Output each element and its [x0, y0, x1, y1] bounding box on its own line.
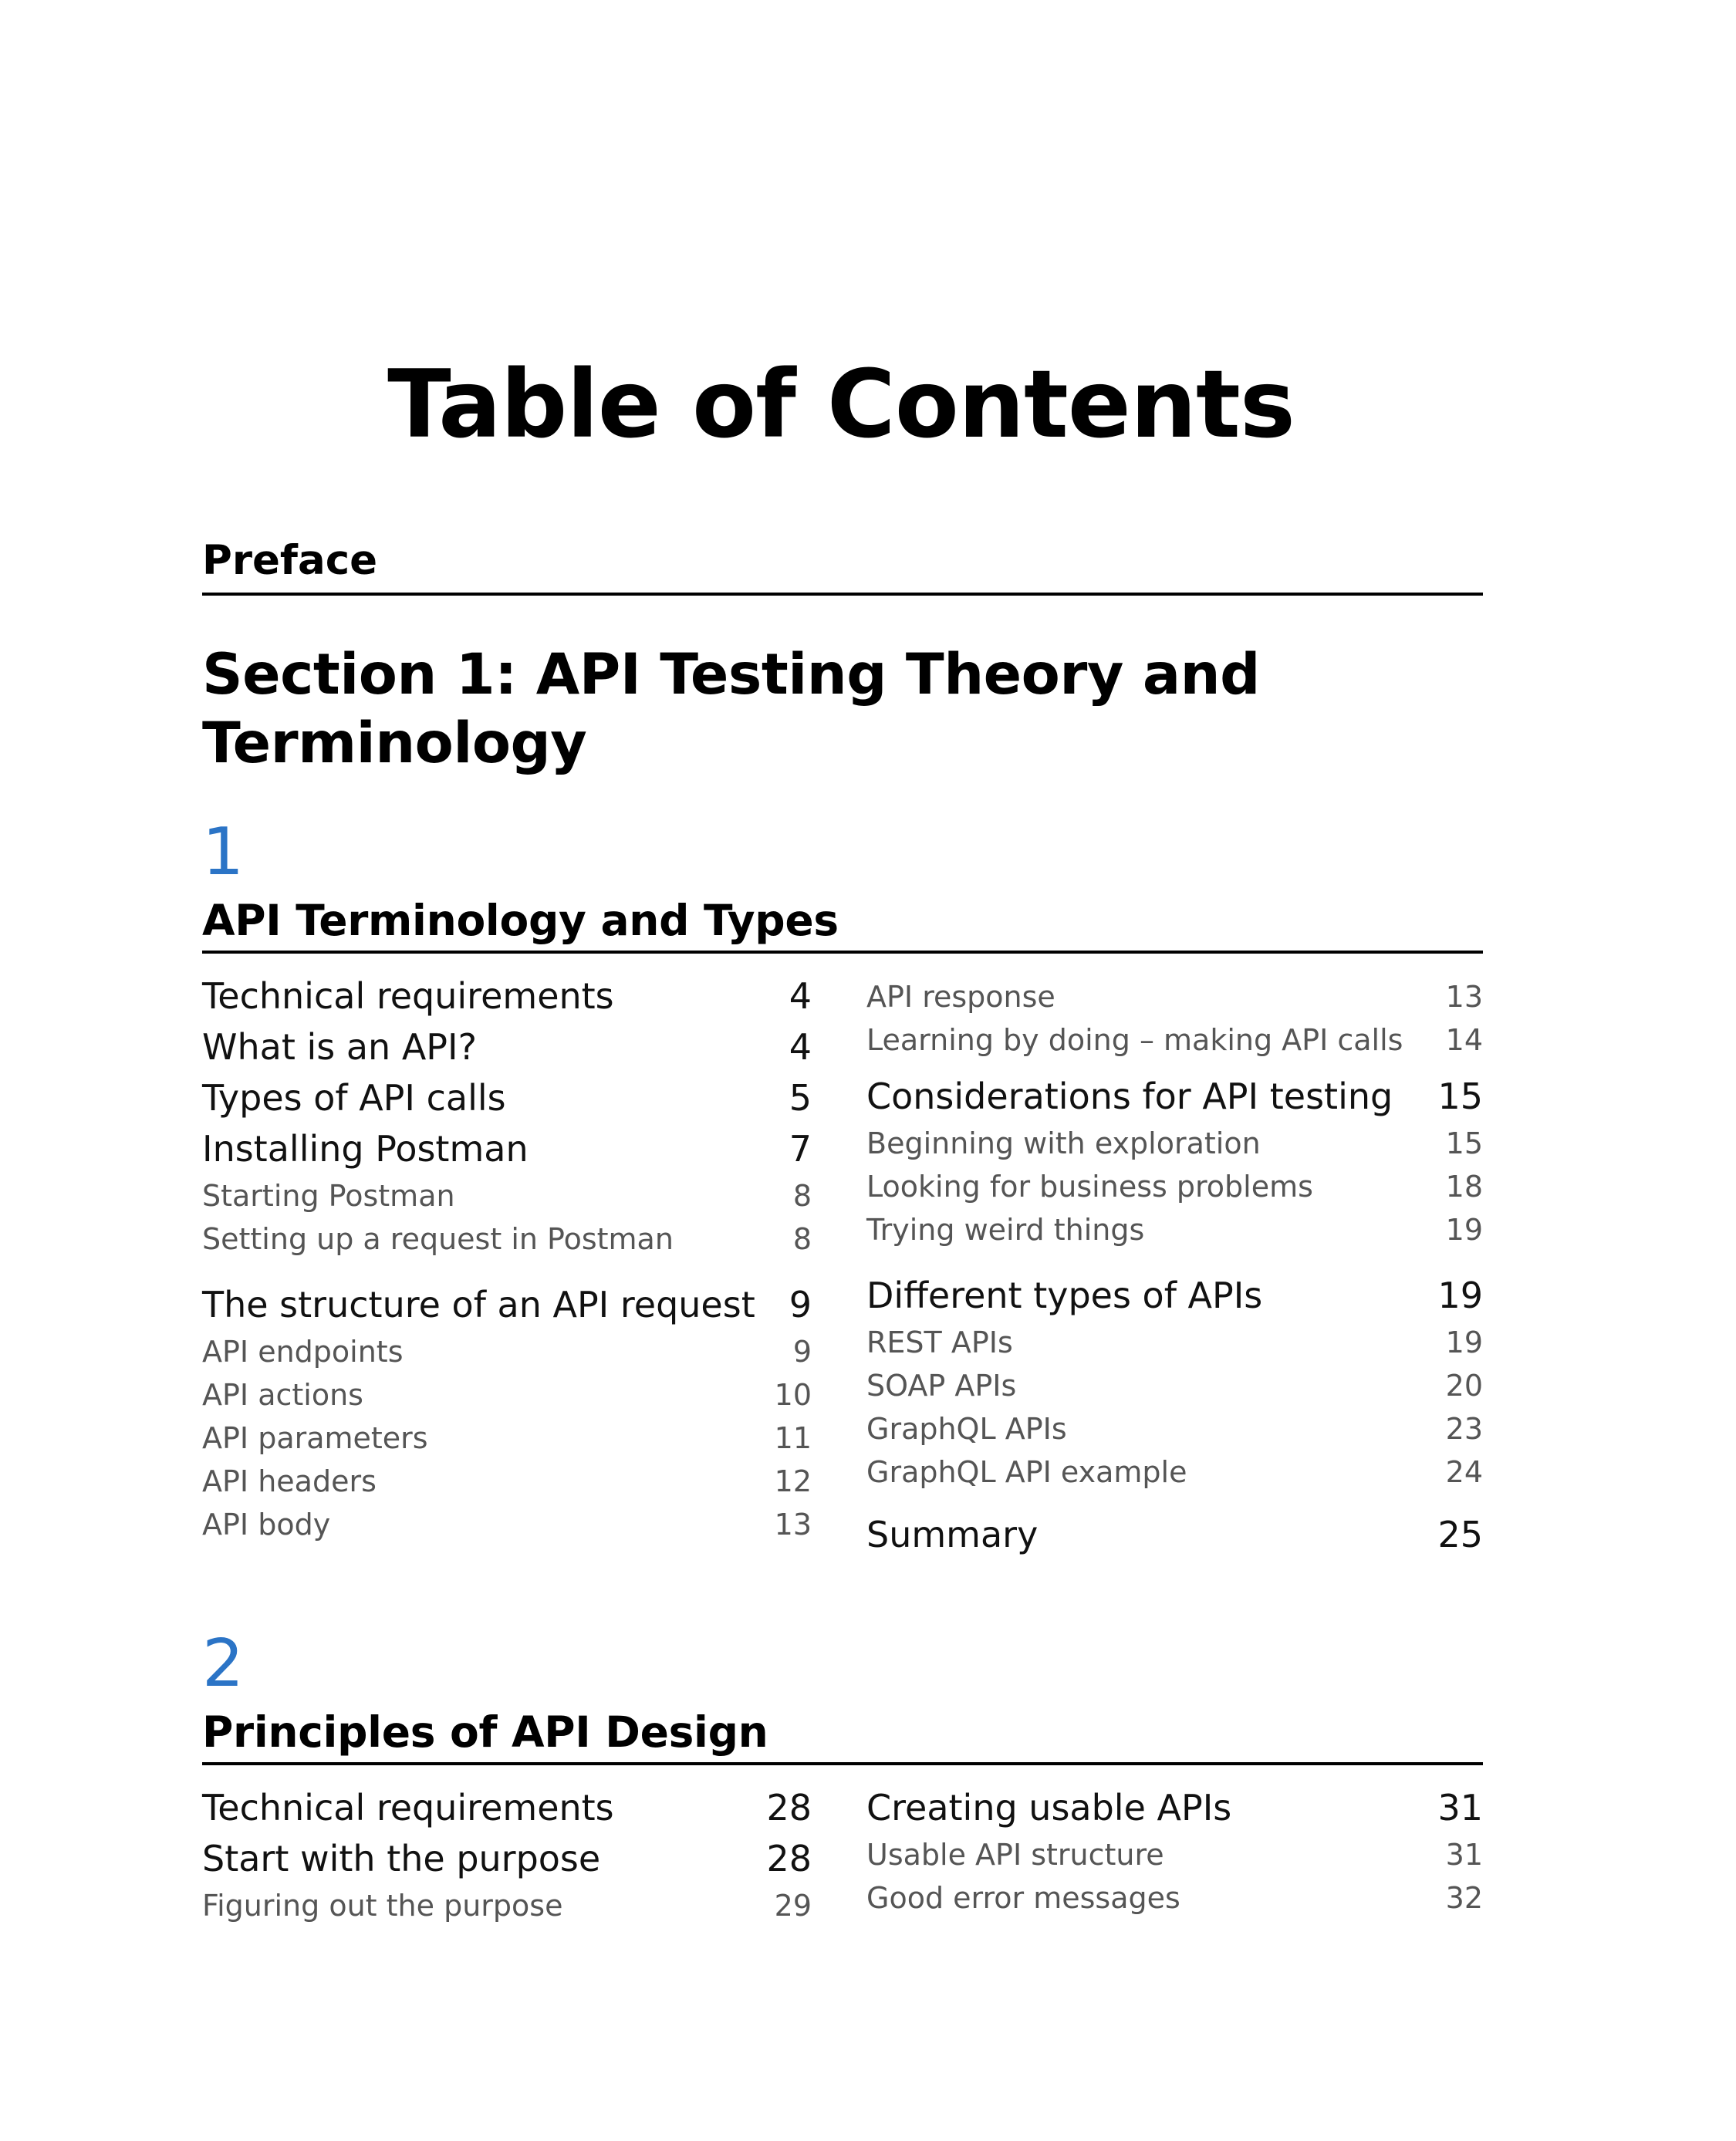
- toc-subentry[interactable]: [202, 1174, 812, 1217]
- chapter-number: 1: [202, 814, 245, 890]
- toc-entry-label: Technical requirements: [202, 975, 614, 1017]
- toc-entry-label: Start with the purpose: [202, 1838, 601, 1879]
- toc-subentry[interactable]: [202, 1217, 812, 1261]
- toc-page-number: 9: [789, 1284, 812, 1325]
- toc-entry-label: Installing Postman: [202, 1128, 529, 1170]
- toc-entry-label: What is an API?: [202, 1026, 478, 1068]
- toc-subentry[interactable]: [202, 1373, 812, 1417]
- chapter-title[interactable]: API Terminology and Types: [202, 893, 1483, 954]
- toc-page-number: 8: [792, 1222, 812, 1256]
- toc-entry[interactable]: [202, 971, 812, 1022]
- toc-page-number: 31: [1437, 1787, 1483, 1829]
- toc-page-number: 31: [1445, 1838, 1483, 1872]
- toc-subentry[interactable]: [866, 1407, 1483, 1450]
- toc-subentry[interactable]: [866, 1018, 1483, 1062]
- toc-page-number: 4: [789, 975, 812, 1017]
- toc-subentry[interactable]: [202, 1460, 812, 1503]
- toc-entry-label: Usable API structure: [866, 1838, 1164, 1872]
- toc-page-number: 24: [1445, 1455, 1483, 1489]
- toc-entry-label: API response: [866, 980, 1055, 1014]
- toc-subentry[interactable]: [866, 1450, 1483, 1494]
- toc-entry[interactable]: [866, 1509, 1483, 1560]
- toc-page-number: 18: [1445, 1170, 1483, 1204]
- toc-entry-label: Different types of APIs: [866, 1275, 1263, 1316]
- toc-page-number: 14: [1445, 1023, 1483, 1057]
- toc-page-number: 10: [774, 1378, 812, 1412]
- toc-entry[interactable]: [202, 1123, 812, 1174]
- toc-subentry[interactable]: [866, 1122, 1483, 1165]
- toc-page-number: 25: [1437, 1514, 1483, 1555]
- toc-entry[interactable]: [202, 1279, 812, 1330]
- toc-entry-label: The structure of an API request: [202, 1284, 755, 1325]
- toc-page-number: 4: [789, 1026, 812, 1068]
- toc-page-number: 7: [789, 1128, 812, 1170]
- toc-subentry[interactable]: [202, 1330, 812, 1373]
- toc-entry-label: Figuring out the purpose: [202, 1889, 563, 1923]
- toc-entry-label: Looking for business problems: [866, 1170, 1313, 1204]
- toc-page-number: 20: [1445, 1369, 1483, 1403]
- toc-subentry[interactable]: [866, 1165, 1483, 1208]
- toc-page-number: 29: [774, 1889, 812, 1923]
- toc-page-number: 15: [1445, 1126, 1483, 1160]
- toc-page-number: 15: [1437, 1076, 1483, 1117]
- toc-page-number: 19: [1445, 1325, 1483, 1359]
- toc-subentry[interactable]: [866, 975, 1483, 1018]
- toc-page-number: 12: [774, 1464, 812, 1498]
- toc-page-number: 13: [774, 1508, 812, 1542]
- page-title: Table of Contents: [387, 350, 1295, 459]
- toc-page-number: 13: [1445, 980, 1483, 1014]
- toc-subentry[interactable]: [202, 1417, 812, 1460]
- toc-page-number: 9: [792, 1335, 812, 1369]
- toc-entry-label: API headers: [202, 1464, 377, 1498]
- toc-page-number: 11: [774, 1421, 812, 1455]
- toc-subentry[interactable]: [866, 1876, 1483, 1920]
- chapter-1-right-column: [866, 975, 1483, 1560]
- toc-entry[interactable]: [866, 1270, 1483, 1321]
- toc-subentry[interactable]: [866, 1833, 1483, 1876]
- toc-entry-label: SOAP APIs: [866, 1369, 1017, 1403]
- toc-entry-label: API body: [202, 1508, 331, 1542]
- toc-entry-label: Setting up a request in Postman: [202, 1222, 674, 1256]
- toc-subentry[interactable]: [866, 1208, 1483, 1251]
- toc-entry-label: Beginning with exploration: [866, 1126, 1261, 1160]
- toc-page-number: 32: [1445, 1881, 1483, 1915]
- toc-entry[interactable]: [202, 1022, 812, 1072]
- toc-entry[interactable]: [202, 1782, 812, 1833]
- toc-subentry[interactable]: [866, 1364, 1483, 1407]
- toc-entry[interactable]: [202, 1072, 812, 1123]
- toc-entry-label: GraphQL API example: [866, 1455, 1187, 1489]
- toc-entry[interactable]: [866, 1071, 1483, 1122]
- toc-entry-label: Good error messages: [866, 1881, 1180, 1915]
- toc-entry-label: Starting Postman: [202, 1179, 455, 1213]
- toc-entry-label: GraphQL APIs: [866, 1412, 1067, 1446]
- chapter-title[interactable]: Principles of API Design: [202, 1705, 1483, 1765]
- toc-entry-label: Considerations for API testing: [866, 1076, 1393, 1117]
- toc-page-number: 5: [789, 1077, 812, 1119]
- toc-entry-label: Learning by doing – making API calls: [866, 1023, 1403, 1057]
- toc-entry-label: Summary: [866, 1514, 1039, 1555]
- toc-page-number: 8: [792, 1179, 812, 1213]
- toc-page-number: 19: [1445, 1213, 1483, 1247]
- chapter-number: 2: [202, 1626, 245, 1702]
- toc-page-number: 23: [1445, 1412, 1483, 1446]
- toc-page-number: 28: [766, 1838, 812, 1879]
- toc-entry-label: API parameters: [202, 1421, 428, 1455]
- toc-entry-label: API endpoints: [202, 1335, 404, 1369]
- chapter-2-left-column: [202, 1782, 812, 1927]
- toc-entry[interactable]: [866, 1782, 1483, 1833]
- toc-entry-label: REST APIs: [866, 1325, 1013, 1359]
- toc-entry-label: API actions: [202, 1378, 363, 1412]
- toc-page-number: 28: [766, 1787, 812, 1829]
- toc-subentry[interactable]: [202, 1884, 812, 1927]
- toc-entry-label: Creating usable APIs: [866, 1787, 1232, 1829]
- toc-entry-label: Types of API calls: [202, 1077, 506, 1119]
- toc-preface-link[interactable]: Preface: [202, 534, 1483, 596]
- chapter-1-left-column: [202, 971, 812, 1546]
- toc-subentry[interactable]: [866, 1321, 1483, 1364]
- section-heading: Section 1: API Testing Theory and Terminology: [202, 642, 1260, 776]
- chapter-2-right-column: [866, 1782, 1483, 1920]
- toc-entry-label: Trying weird things: [866, 1213, 1145, 1247]
- toc-entry-label: Technical requirements: [202, 1787, 614, 1829]
- toc-subentry[interactable]: [202, 1503, 812, 1546]
- toc-page-number: 19: [1437, 1275, 1483, 1316]
- toc-entry[interactable]: [202, 1833, 812, 1884]
